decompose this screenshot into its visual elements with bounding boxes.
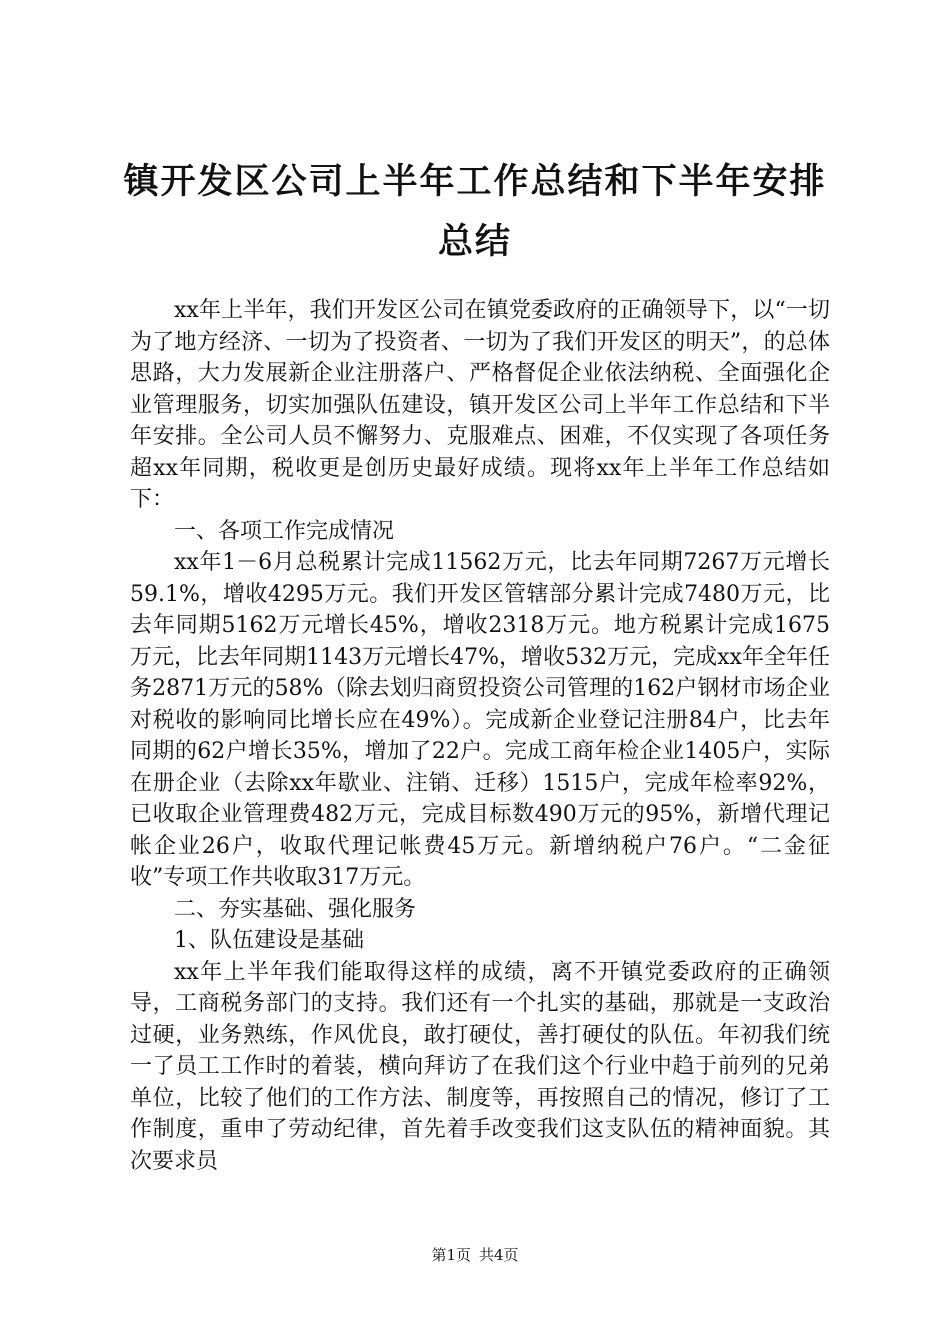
section-heading-2: 二、夯实基础、强化服务 [174,896,417,922]
paragraph-team: xx年上半年我们能取得这样的成绩，离不开镇党委政府的正确领导，工商税务部门的支持。我们还有一个扎实的基础，那就是一支政治过硬，业务熟练，作风优良，敢打硬仗，善打硬仗的队伍。年初我们统一了员工工作时的着装，横向拜访了在我们这个行业中趋于前列的兄弟单位，比较了他们的工作方法、制度等，再按照自己的情况，修订了工作制度，重申了劳动纪律，首先着手改变我们这支队伍的精神面貌。其次要求员 [130,959,830,1174]
paragraph-results: xx年1－6月总税累计完成11562万元，比去年同期7267万元增长59.1%，增收4295万元。我们开发区管辖部分累计完成7480万元，比去年同期5162万元增长45%，增收2318万元。地方税累计完成1675万元，比去年同期1143万元增长47%，增收532万元，完成xx年全年任务2871万元的58%（除去划归商贸投资公司管理的162户钢材市场企业对税收的影响同比增长应在49%）。完成新企业登记注册84户，比去年同期的62户增长35%，增加了22户。完成工商年检企业1405户，实际在册企业（去除xx年歇业、注销、迁移）1515户，完成年检率92%，已收取企业管理费482万元，完成目标数490万元的95%，新增代理记帐企业26户，收取代理记帐费45万元。新增纳税户76户。“二金征收”专项工作共收取317万元。 [130,550,830,890]
page-total: 共4页 [479,1246,519,1264]
section-heading-1: 一、各项工作完成情况 [174,518,395,544]
page-number: 第1页 [431,1246,471,1264]
subsection-heading-1: 1、队伍建设是基础 [174,928,364,953]
document-title: 镇开发区公司上半年工作总结和下半年安排总结 [123,162,827,262]
paragraph-intro: xx年上半年，我们开发区公司在镇党委政府的正确领导下，以“一切为了地方经济、一切为了投资者、一切为了我们开发区的明天”，的总体思路，大力发展新企业注册落户、严格督促企业依法纳税、全面强化企业管理服务，切实加强队伍建设，镇开发区公司上半年工作总结和下半年安排。全公司人员不懈努力、克服难点、困难，不仅实现了各项任务超xx年同期，税收更是创历史最好成绩。现将xx年上半年工作总结如下： [130,298,830,512]
document-body [130,295,830,1177]
page-footer [0,1245,950,1265]
